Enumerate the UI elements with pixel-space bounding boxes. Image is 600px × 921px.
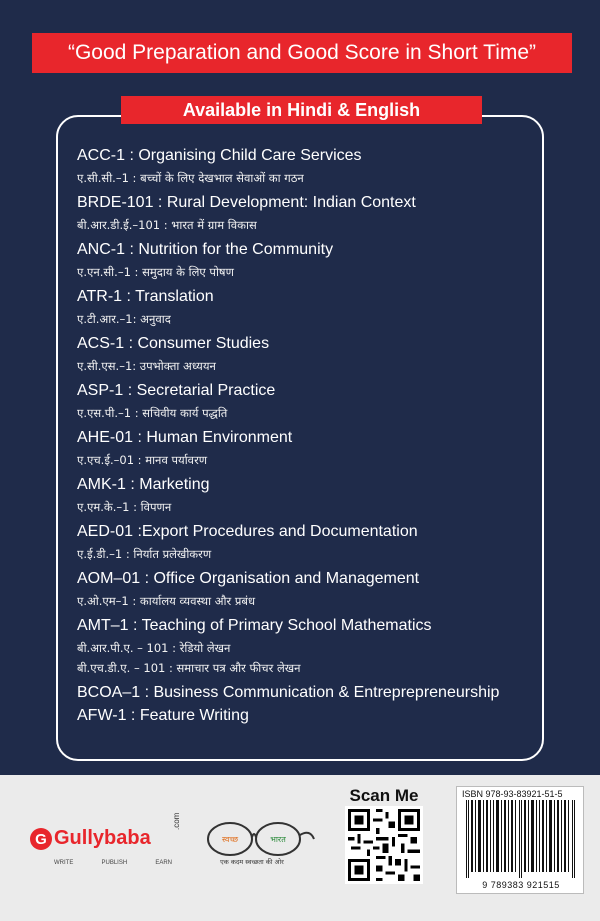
course-name-english: AMT–1 : Teaching of Primary School Mathematics — [77, 617, 432, 634]
course-item — [77, 193, 547, 237]
brand-tag: EARN — [155, 860, 172, 866]
course-name-hindi: ए.एस.पी.–1 : सचिवीय कार्य पद्धति — [77, 406, 228, 420]
isbn-number: ISBN 978-93-83921-51-5 — [462, 789, 563, 799]
course-item — [77, 616, 547, 680]
panel-title: Available in Hindi & English — [121, 96, 482, 124]
course-name-hindi: ए.सी.एस.–1: उपभोक्ता अध्ययन — [77, 359, 216, 373]
course-name-english: ACS-1 : Consumer Studies — [77, 335, 270, 352]
gullybaba-logo — [30, 812, 181, 878]
course-name-english: AHE-01 : Human Environment — [77, 429, 293, 446]
tagline-banner — [32, 33, 572, 73]
course-name-english: AFW-1 : Feature Writing — [77, 707, 249, 724]
course-name-hindi: ए.टी.आर.–1: अनुवाद — [77, 312, 171, 326]
qr-code-icon[interactable] — [345, 806, 423, 884]
course-name-hindi: ए.एम.के.–1 : विपणन — [77, 500, 172, 514]
scan-me-label: Scan Me — [349, 786, 419, 805]
swachh-bharat-glasses-icon — [196, 815, 316, 885]
course-item — [77, 569, 547, 613]
brand-tag: WRITE — [54, 860, 74, 866]
course-name-english: ATR-1 : Translation — [77, 288, 214, 305]
swachh-left-text: स्वच्छ — [221, 835, 239, 844]
g-logo-icon: G — [30, 828, 52, 850]
course-item — [77, 706, 547, 726]
brand-name: Gullybaba — [54, 827, 151, 849]
course-name-hindi: ए.एन.सी.–1 : समुदाय के लिए पोषण — [77, 265, 234, 279]
tagline-text: “Good Preparation and Good Score in Short Time” — [67, 41, 537, 64]
course-name-english: AED-01 :Export Procedures and Documentation — [77, 523, 418, 540]
brand-tags — [54, 860, 172, 866]
barcode-number: 9 789383 921515 — [482, 880, 560, 890]
course-name-hindi: बी.आर.पी.ए. – 101 : रेडियो लेखन — [77, 641, 231, 655]
course-name-english: BCOA–1 : Business Communication & Entreprepreneurship — [77, 684, 500, 701]
course-item — [77, 522, 547, 566]
course-item — [77, 334, 547, 378]
course-item — [77, 146, 547, 190]
course-item — [77, 683, 547, 703]
course-name-english: ASP-1 : Secretarial Practice — [77, 382, 276, 399]
course-name-hindi: बी.आर.डी.ई.–101 : भारत में ग्राम विकास — [77, 218, 257, 232]
brand-suffix: .com — [172, 812, 181, 830]
course-item — [77, 475, 547, 519]
course-name-hindi: ए.ओ.एम–1 : कार्यालय व्यवस्था और प्रबंध — [77, 594, 256, 608]
course-list — [77, 146, 547, 729]
course-name-english: BRDE-101 : Rural Development: Indian Context — [77, 194, 416, 211]
course-name-hindi: बी.एच.डी.ए. – 101 : समाचार पत्र और फीचर लेखन — [77, 661, 301, 675]
barcode-icon — [464, 800, 578, 878]
course-name-english: ANC-1 : Nutrition for the Community — [77, 241, 334, 258]
course-item — [77, 287, 547, 331]
course-name-hindi: ए.ई.डी.–1 : निर्यात प्रलेखीकरण — [77, 547, 212, 561]
swachh-tagline: एक कदम स्वच्छता की ओर — [220, 858, 284, 866]
course-name-english: ACC-1 : Organising Child Care Services — [77, 147, 362, 164]
course-name-english: AMK-1 : Marketing — [77, 476, 210, 493]
course-name-hindi: ए.एच.ई.–01 : मानव पर्यावरण — [77, 453, 208, 467]
course-name-hindi: ए.सी.सी.–1 : बच्चों के लिए देखभाल सेवाओं का गठन — [77, 171, 304, 185]
course-item — [77, 240, 547, 284]
course-item — [77, 381, 547, 425]
course-name-english: AOM–01 : Office Organisation and Management — [77, 570, 420, 587]
brand-tag: PUBLISH — [101, 860, 128, 866]
course-item — [77, 428, 547, 472]
swachh-right-text: भारत — [270, 835, 286, 844]
